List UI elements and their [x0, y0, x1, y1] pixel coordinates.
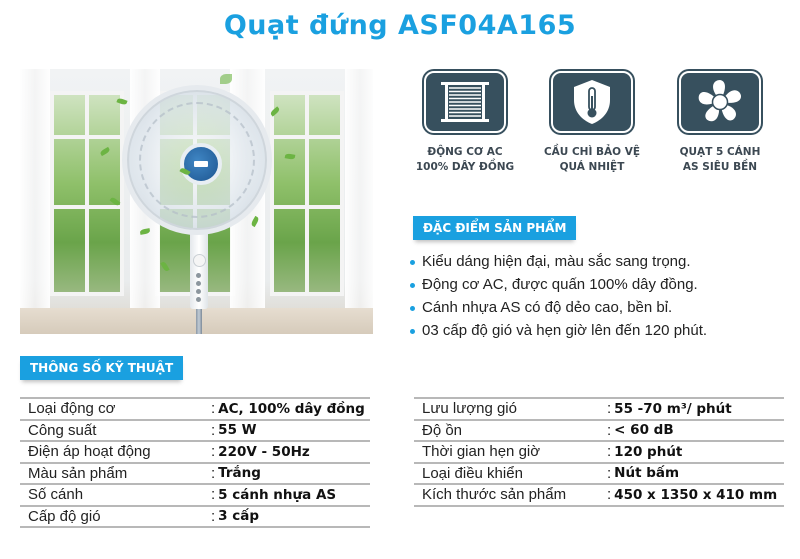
spec-separator: :	[211, 464, 216, 482]
spec-key: Loại động cơ	[28, 400, 116, 418]
spec-value: AC, 100% dây đồng	[218, 400, 365, 417]
highlights-heading: ĐẶC ĐIỂM SẢN PHẨM	[413, 216, 576, 240]
feature-label-line1: QUẠT 5 CÁNH	[679, 146, 761, 158]
spec-key: Số cánh	[28, 486, 84, 504]
curtain	[20, 69, 50, 309]
spec-key: Loại điều khiển	[422, 464, 523, 482]
timer-knob	[193, 254, 206, 267]
spec-row	[20, 421, 370, 443]
feature-label-line2: QUÁ NHIỆT	[559, 161, 625, 173]
spec-key: Kích thước sản phẩm	[422, 486, 567, 504]
spec-separator: :	[211, 400, 216, 418]
spec-separator: :	[211, 486, 216, 504]
highlight-item: Kiểu dáng hiện đại, màu sắc sang trọng.	[410, 250, 707, 273]
spec-value: 3 cấp	[218, 508, 260, 525]
fan-stem	[196, 307, 202, 334]
spec-key: Điện áp hoạt động	[28, 443, 151, 461]
spec-row	[20, 507, 370, 529]
spec-value: Trắng	[218, 465, 261, 482]
spec-separator: :	[607, 443, 612, 461]
specs-table-left	[20, 397, 370, 528]
spec-separator: :	[607, 464, 612, 482]
spec-row	[20, 485, 370, 507]
curtain	[345, 69, 373, 309]
fan-hub	[180, 143, 222, 185]
page-title: Quạt đứng ASF04A165	[223, 10, 577, 41]
spec-value: Nút bấm	[614, 465, 680, 482]
spec-row	[414, 464, 784, 486]
spec-row	[20, 399, 370, 421]
brand-logo-icon	[194, 161, 208, 167]
coil-motor-icon	[424, 71, 506, 133]
spec-separator: :	[607, 421, 612, 439]
spec-row	[414, 399, 784, 421]
fan-button	[196, 281, 201, 286]
spec-separator: :	[211, 443, 216, 461]
spec-value: 450 x 1350 x 410 mm	[614, 486, 778, 503]
window-left	[50, 91, 124, 296]
fan-head	[122, 85, 272, 235]
spec-key: Lưu lượng gió	[422, 400, 517, 418]
fan-button	[196, 273, 201, 278]
spec-value: 5 cánh nhựa AS	[218, 486, 337, 503]
highlights-list	[410, 250, 707, 342]
leaf-icon	[220, 74, 232, 84]
spec-row	[414, 442, 784, 464]
highlight-item: Cánh nhựa AS có độ dẻo cao, bền bỉ.	[410, 296, 707, 319]
highlight-item: 03 cấp độ gió và hẹn giờ lên đến 120 phút.	[410, 319, 707, 342]
specs-table-right	[414, 397, 784, 507]
shield-thermometer-icon	[551, 71, 633, 133]
spec-key: Độ ồn	[422, 421, 463, 439]
window-right	[270, 91, 344, 296]
spec-separator: :	[211, 421, 216, 439]
fan-button	[196, 297, 201, 302]
feature-five-blades	[655, 71, 785, 175]
spec-row	[20, 464, 370, 486]
spec-key: Công suất	[28, 421, 97, 439]
spec-key: Cấp độ gió	[28, 507, 101, 525]
spec-row	[20, 442, 370, 464]
feature-thermal-fuse	[527, 71, 657, 175]
spec-row	[414, 421, 784, 443]
spec-separator: :	[607, 400, 612, 418]
fan-button	[196, 289, 201, 294]
spec-value: 55 W	[218, 422, 257, 439]
spec-value: < 60 dB	[614, 422, 674, 439]
spec-value: 55 -70 m³/ phút	[614, 400, 732, 417]
product-photo	[20, 69, 373, 334]
highlight-item: Động cơ AC, được quấn 100% dây đồng.	[410, 273, 707, 296]
spec-row	[414, 485, 784, 507]
spec-separator: :	[607, 486, 612, 504]
feature-label-line1: ĐỘNG CƠ AC	[427, 146, 503, 158]
spec-key: Màu sản phẩm	[28, 464, 128, 482]
spec-value: 220V - 50Hz	[218, 443, 310, 460]
fan-blades-icon	[679, 71, 761, 133]
spec-separator: :	[211, 507, 216, 525]
feature-ac-motor	[400, 71, 530, 175]
feature-label-line1: CẦU CHÌ BẢO VỆ	[543, 146, 641, 158]
feature-label-line2: AS SIÊU BỀN	[682, 161, 758, 173]
spec-key: Thời gian hẹn giờ	[422, 443, 541, 461]
specs-heading: THÔNG SỐ KỸ THUẬT	[20, 356, 183, 380]
spec-value: 120 phút	[614, 443, 683, 460]
feature-label-line2: 100% DÂY ĐỒNG	[415, 161, 515, 173]
